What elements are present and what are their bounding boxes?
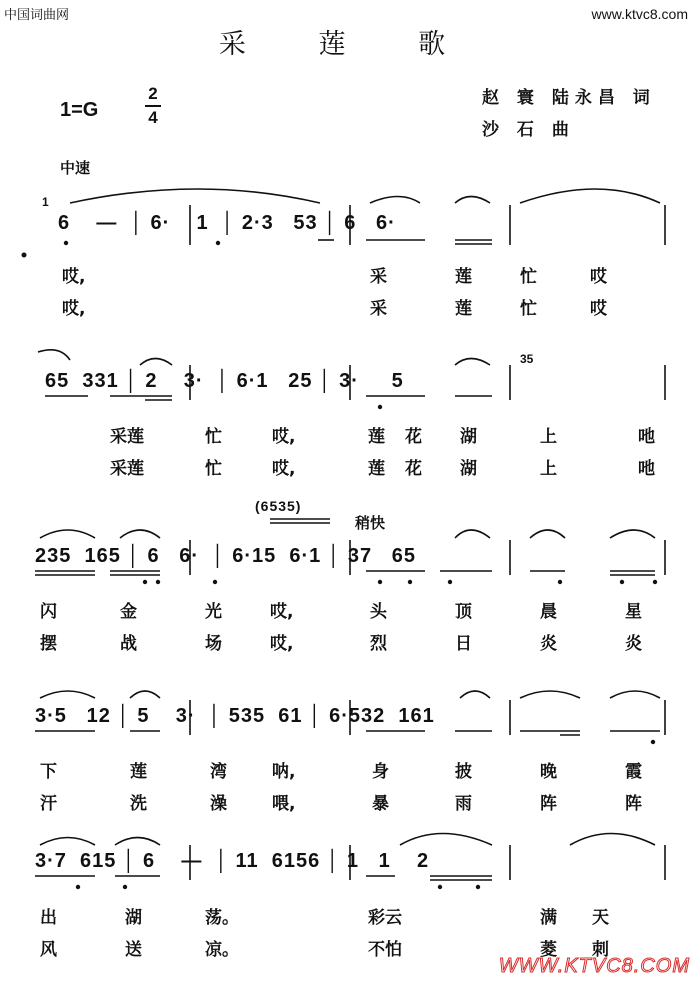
lyric-r3-v1-1: 闪	[40, 602, 57, 622]
lyric-r5-v2-4: 不怕	[368, 940, 402, 960]
slur-row1-d	[520, 189, 660, 203]
lyric-r3-v1-4: 哎,	[270, 602, 294, 622]
lyric-r2-v1-6: 湖	[460, 427, 477, 447]
dot-low-r3-d	[378, 580, 382, 584]
notes-row-3: 235 165 │ 6 6· │ 6·15 6·1 │ 37 65	[35, 545, 417, 567]
lyric-r4-v1-2: 莲	[130, 762, 147, 782]
lyric-r1-v2-1: 哎,	[62, 299, 86, 319]
slur-row2-c	[455, 359, 490, 366]
slur-row4-a	[40, 691, 95, 698]
slur-row5-c	[400, 834, 492, 846]
lyric-r4-v1-6: 披	[455, 762, 472, 782]
lyric-r3-v1-8: 星	[625, 602, 642, 622]
lyric-r3-v2-4: 哎,	[270, 634, 294, 654]
lyric-r4-v1-4: 呐,	[272, 762, 296, 782]
dot-low-r4	[651, 740, 655, 744]
slur-row5-b	[115, 838, 160, 846]
tempo-marking: 中速	[60, 159, 91, 177]
lyric-r5-v2-3: 凉。	[205, 940, 239, 960]
slur-row1-a	[70, 189, 320, 203]
lyric-r2-v1-3: 哎,	[272, 427, 296, 447]
lyric-r5-v1-3: 荡。	[205, 908, 239, 928]
slur-row1-c	[455, 197, 490, 204]
slur-row2-a	[38, 350, 70, 360]
lyric-r3-v2-3: 场	[205, 634, 222, 654]
lyric-r2-v1-5: 花	[405, 427, 422, 447]
lyric-r3-v2-6: 日	[455, 634, 472, 654]
lyric-r2-v1-4: 莲	[368, 427, 385, 447]
dot-low-r3-f	[448, 580, 452, 584]
lyric-r3-v1-5: 头	[370, 602, 387, 622]
lyric-r4-v2-3: 澡	[210, 794, 227, 814]
lyric-r3-v1-3: 光	[205, 602, 222, 622]
dot-low-r5-d	[476, 885, 480, 889]
lyric-r2-v2-8: 吔	[638, 459, 655, 479]
lyric-r2-v1-1: 采莲	[110, 427, 144, 447]
dot-mark	[22, 253, 27, 258]
lyric-r4-v2-8: 阵	[625, 794, 642, 814]
slur-row3-a	[40, 530, 95, 538]
dot-low-r5-a	[76, 885, 80, 889]
lyric-r1-v2-4: 忙	[520, 299, 537, 319]
lyric-r3-v1-7: 晨	[540, 602, 557, 622]
song-title: 采 莲 歌	[218, 29, 478, 60]
lyric-r4-v2-1: 汗	[40, 794, 57, 814]
lyric-r3-v2-8: 炎	[625, 634, 642, 654]
lyric-r4-v2-4: 喂,	[272, 794, 296, 814]
lyric-r1-v1-1: 哎,	[62, 267, 86, 287]
lyric-r1-v1-2: 采	[370, 267, 387, 287]
lyric-r3-v1-2: 金	[120, 602, 137, 622]
lyric-r5-v1-5: 满	[540, 908, 557, 928]
dot-low-r1	[64, 241, 68, 245]
slur-row4-e	[610, 691, 660, 698]
lyric-r2-v2-2: 忙	[205, 459, 222, 479]
lyric-r1-v2-5: 哎	[590, 299, 607, 319]
dot-low-r3-b	[156, 580, 160, 584]
time-signature-top: 2	[148, 84, 158, 103]
slur-row5-a	[40, 838, 95, 846]
site-watermark-url: www.ktvc8.com	[591, 6, 688, 22]
grace-note-r2: 35	[520, 352, 534, 366]
lyric-r1-v1-3: 莲	[455, 267, 472, 287]
composer-credit: 沙 石 曲	[482, 120, 575, 140]
notes-row-1: 6 — │ 6· 1 │ 2·3 53 │ 6 6·	[58, 212, 396, 234]
notes-row-4: 3·5 12 │ 5 3· │ 535 61 │ 6·532 161	[35, 705, 435, 727]
lyric-r5-v2-1: 风	[40, 940, 57, 960]
lyric-r3-v1-6: 顶	[455, 602, 472, 622]
slur-row4-d	[520, 691, 580, 698]
grace-note-r1: 1	[42, 195, 49, 209]
lyric-r5-v2-6: 刺	[592, 940, 609, 960]
lyric-r4-v1-5: 身	[372, 762, 389, 782]
dot-low-r3-h	[620, 580, 624, 584]
lyricist-credit: 赵 寰 陆永昌 词	[482, 88, 656, 108]
lyric-r2-v2-6: 湖	[460, 459, 477, 479]
slur-row3-c	[455, 530, 490, 538]
lyric-r5-v2-5: 菱	[540, 940, 557, 960]
lyric-r2-v2-5: 花	[405, 459, 422, 479]
lyric-r5-v2-2: 送	[125, 940, 142, 960]
lyric-r1-v1-5: 哎	[590, 267, 607, 287]
lyric-r1-v1-4: 忙	[520, 267, 537, 287]
slur-row3-d	[530, 530, 565, 538]
lyric-r2-v2-1: 采莲	[110, 459, 144, 479]
site-watermark-cn: 中国词曲网	[4, 8, 70, 23]
lyric-r5-v1-2: 湖	[125, 908, 142, 928]
dot-low-r3-c	[213, 580, 217, 584]
dot-low-r5-c	[438, 885, 442, 889]
lyric-r5-v1-1: 出	[40, 908, 57, 928]
lyric-r2-v1-7: 上	[540, 427, 557, 447]
lyric-r4-v2-6: 雨	[455, 794, 472, 814]
lyric-r2-v2-3: 哎,	[272, 459, 296, 479]
bottom-watermark: WWW.KTVC8.COM	[498, 955, 690, 977]
slur-row1-b	[370, 197, 420, 204]
lyric-r5-v1-6: 天	[592, 908, 609, 928]
lyric-r4-v1-7: 晚	[540, 762, 557, 782]
lyric-r1-v2-2: 采	[370, 299, 387, 319]
lyric-r4-v1-1: 下	[40, 762, 57, 782]
lyric-r1-v2-3: 莲	[455, 299, 472, 319]
slur-row2-b	[140, 359, 172, 366]
lyric-r2-v2-4: 莲	[368, 459, 385, 479]
dot-low-r5-b	[123, 885, 127, 889]
notes-row-5: 3·7 615 │ 6 — │ 11 6156 │ 1 1 2	[35, 850, 430, 872]
lyric-r5-v1-4: 彩云	[368, 908, 402, 928]
lyric-r2-v2-7: 上	[540, 459, 557, 479]
lyric-r4-v2-5: 暴	[372, 794, 389, 814]
slur-row5-d	[570, 834, 655, 846]
dot-low-r2	[378, 405, 382, 409]
lyric-r3-v2-7: 炎	[540, 634, 557, 654]
lyric-r3-v2-5: 烈	[370, 634, 387, 654]
dot-low-r1-b	[216, 241, 220, 245]
lyric-r4-v2-7: 阵	[540, 794, 557, 814]
dot-low-r3-a	[143, 580, 147, 584]
parenthetical-notes: (6535)	[255, 498, 302, 514]
lyric-r2-v1-8: 吔	[638, 427, 655, 447]
slur-row4-b	[130, 691, 160, 698]
slur-row3-e	[610, 530, 655, 538]
lyric-r2-v1-2: 忙	[205, 427, 222, 447]
dot-low-r3-i	[653, 580, 657, 584]
key-signature: 1=G	[60, 99, 99, 121]
lyric-r4-v1-8: 霞	[625, 762, 642, 782]
lyric-r4-v2-2: 洗	[130, 794, 147, 814]
lyric-r3-v2-1: 摆	[40, 634, 57, 654]
lyric-r4-v1-3: 湾	[210, 762, 227, 782]
slur-row3-b	[120, 530, 160, 538]
lyric-r3-v2-2: 战	[120, 634, 137, 654]
dot-low-r3-e	[408, 580, 412, 584]
dot-low-r3-g	[558, 580, 562, 584]
time-signature-bottom: 4	[148, 108, 158, 127]
tempo-change: 稍快	[355, 514, 386, 532]
notes-row-2: 65 331 │ 2 3· │ 6·1 25 │ 3· 5	[45, 370, 404, 392]
slur-row4-c	[460, 691, 490, 698]
